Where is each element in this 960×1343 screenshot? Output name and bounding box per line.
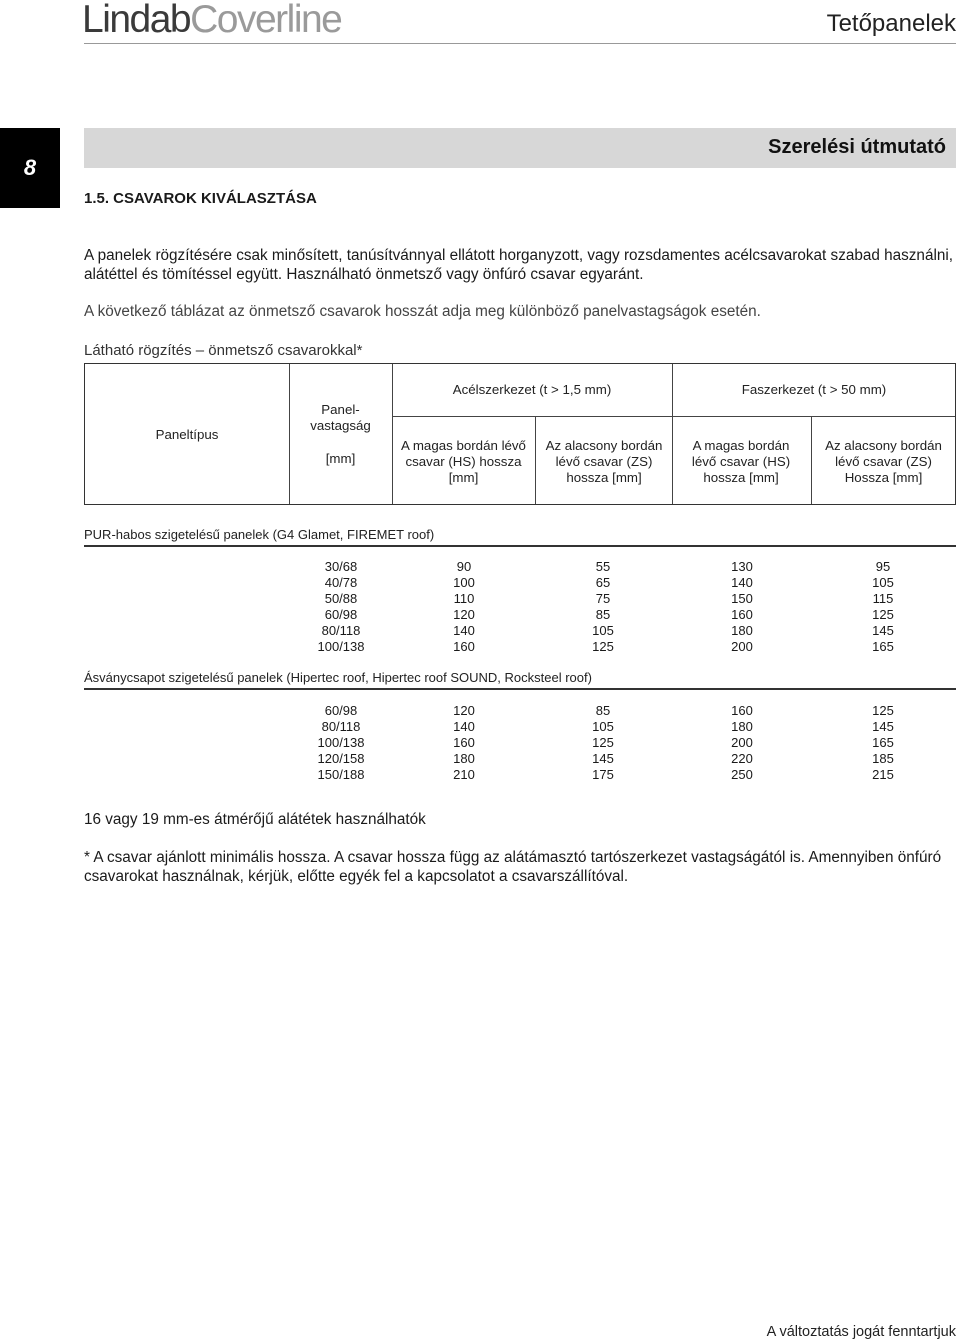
header-paneltype: Paneltípus (155, 427, 219, 442)
header-thickness-line2: vastagság (310, 418, 371, 433)
header-steel-zs: Az alacsony bordán lévő csavar (ZS) hossza [mm] (545, 438, 663, 485)
cell-wood-zs: 145 (872, 719, 894, 734)
header-steel-hs: A magas bordán lévő csavar (HS) hossza [mm] (401, 438, 526, 485)
header-divider-v3 (535, 417, 536, 504)
cell-wood-hs: 180 (731, 719, 753, 734)
cell-steel-zs: 105 (592, 719, 614, 734)
cell-steel-zs: 175 (592, 767, 614, 782)
cell-wood-zs: 95 (875, 559, 891, 574)
cell-wood-zs: 105 (872, 575, 894, 590)
cell-thickness: 120/158 (317, 751, 365, 766)
cell-wood-zs: 145 (872, 623, 894, 638)
cell-thickness: 100/138 (317, 735, 365, 750)
document-title: Tetőpanelek (826, 10, 956, 37)
cell-steel-hs: 90 (456, 559, 472, 574)
cell-steel-zs: 145 (592, 751, 614, 766)
table-row (0, 591, 960, 607)
header-group-wood: Faszerkezet (t > 50 mm) (741, 382, 887, 397)
table-row (0, 623, 960, 639)
cell-thickness: 60/98 (324, 703, 358, 718)
table-caption: Látható rögzítés – önmetsző csavarokkal* (84, 342, 363, 359)
cell-steel-hs: 210 (453, 767, 475, 782)
cell-steel-hs: 100 (453, 575, 475, 590)
intro-paragraph: A panelek rögzítésére csak minősített, tanúsítvánnyal ellátott horganyzott, vagy rozsdamentes acélcsavarokat szabad használni, alátéttel és tömítéssel együtt. Használható önmetsző vagy önfúró csavar egyaránt. (84, 247, 954, 283)
header-thickness-unit: [mm] (325, 451, 356, 466)
cell-wood-hs: 180 (731, 623, 753, 638)
section-title: Szerelési útmutató (768, 136, 946, 158)
cell-steel-hs: 110 (453, 591, 475, 606)
table-row (0, 575, 960, 591)
table-row (0, 719, 960, 735)
cell-steel-zs: 65 (595, 575, 611, 590)
cell-steel-zs: 75 (595, 591, 611, 606)
header-group-steel: Acélszerkezet (t > 1,5 mm) (452, 382, 612, 397)
cell-wood-hs: 150 (731, 591, 753, 606)
table-row (0, 639, 960, 655)
header-wood-zs: Az alacsony bordán lévő csavar (ZS) Hossza [mm] (825, 438, 942, 485)
header-divider-v1 (289, 364, 290, 504)
table-row (0, 559, 960, 575)
group-rule-pur (84, 545, 956, 547)
cell-wood-hs: 140 (731, 575, 753, 590)
footnote: * A csavar ajánlott minimális hossza. A csavar hossza függ az alátámasztó tartószerkezet vastagságától is. Amennyiben önfúró csavarokat használnak, kérjük, előtte egyék fel a kapcsolatot a csavarszállítóval. (84, 849, 942, 885)
cell-steel-zs: 125 (592, 639, 614, 654)
cell-thickness: 60/98 (324, 607, 358, 622)
cell-wood-zs: 125 (872, 607, 894, 622)
cell-steel-hs: 180 (453, 751, 475, 766)
table-row (0, 767, 960, 783)
cell-wood-zs: 165 (872, 735, 894, 750)
cell-wood-hs: 200 (731, 639, 753, 654)
cell-steel-hs: 120 (453, 703, 475, 718)
cell-steel-zs: 85 (595, 607, 611, 622)
cell-steel-hs: 120 (453, 607, 475, 622)
header-divider (84, 43, 956, 44)
group-title-mineral-wool: Ásványcsapot szigetelésű panelek (Hipertec roof, Hipertec roof SOUND, Rocksteel roof) (84, 670, 592, 685)
cell-thickness: 80/118 (321, 719, 361, 734)
table-intro-paragraph: A következő táblázat az önmetsző csavarok hosszát adja meg különböző panelvastagságok esetén. (84, 303, 761, 320)
header-divider-h (392, 416, 955, 417)
cell-thickness: 80/118 (321, 623, 361, 638)
header-divider-v5 (811, 417, 812, 504)
cell-steel-zs: 125 (592, 735, 614, 750)
cell-steel-zs: 55 (595, 559, 611, 574)
cell-wood-hs: 220 (731, 751, 753, 766)
cell-wood-zs: 165 (872, 639, 894, 654)
cell-thickness: 40/78 (324, 575, 358, 590)
table-row (0, 735, 960, 751)
cell-wood-zs: 125 (872, 703, 894, 718)
cell-thickness: 100/138 (317, 639, 365, 654)
brand-logo (82, 0, 341, 40)
header-wood-hs: A magas bordán lévő csavar (HS) hossza [mm] (691, 438, 791, 485)
cell-wood-hs: 250 (731, 767, 753, 782)
cell-wood-zs: 115 (872, 591, 894, 606)
cell-wood-zs: 185 (872, 751, 894, 766)
table-row (0, 607, 960, 623)
table-row (0, 751, 960, 767)
cell-wood-hs: 130 (731, 559, 753, 574)
cell-thickness: 150/188 (317, 767, 365, 782)
header-thickness-line1: Panel- (321, 402, 360, 417)
cell-steel-hs: 140 (453, 719, 475, 734)
cell-wood-hs: 160 (731, 607, 753, 622)
brand-name-part1: Lindab (82, 0, 191, 41)
cell-wood-hs: 160 (731, 703, 753, 718)
cell-thickness: 50/88 (324, 591, 358, 606)
cell-steel-zs: 105 (592, 623, 614, 638)
washer-note: 16 vagy 19 mm-es átmérőjű alátétek használhatók (84, 811, 426, 828)
cell-steel-hs: 140 (453, 623, 475, 638)
cell-wood-zs: 215 (872, 767, 894, 782)
section-heading: 1.5. CSAVAROK KIVÁLASZTÁSA (84, 190, 317, 207)
cell-thickness: 30/68 (324, 559, 358, 574)
group-rule-mineral-wool (84, 688, 956, 690)
cell-wood-hs: 200 (731, 735, 753, 750)
page-number-tab: 8 (0, 128, 60, 208)
cell-steel-hs: 160 (453, 639, 475, 654)
footer-disclaimer: A változtatás jogát fenntartjuk (766, 1324, 956, 1340)
cell-steel-zs: 85 (595, 703, 611, 718)
cell-steel-hs: 160 (453, 735, 475, 750)
brand-name-part2: Coverline (190, 0, 342, 41)
group-title-pur: PUR-habos szigetelésű panelek (G4 Glamet, FIREMET roof) (84, 527, 435, 542)
table-row (0, 703, 960, 719)
